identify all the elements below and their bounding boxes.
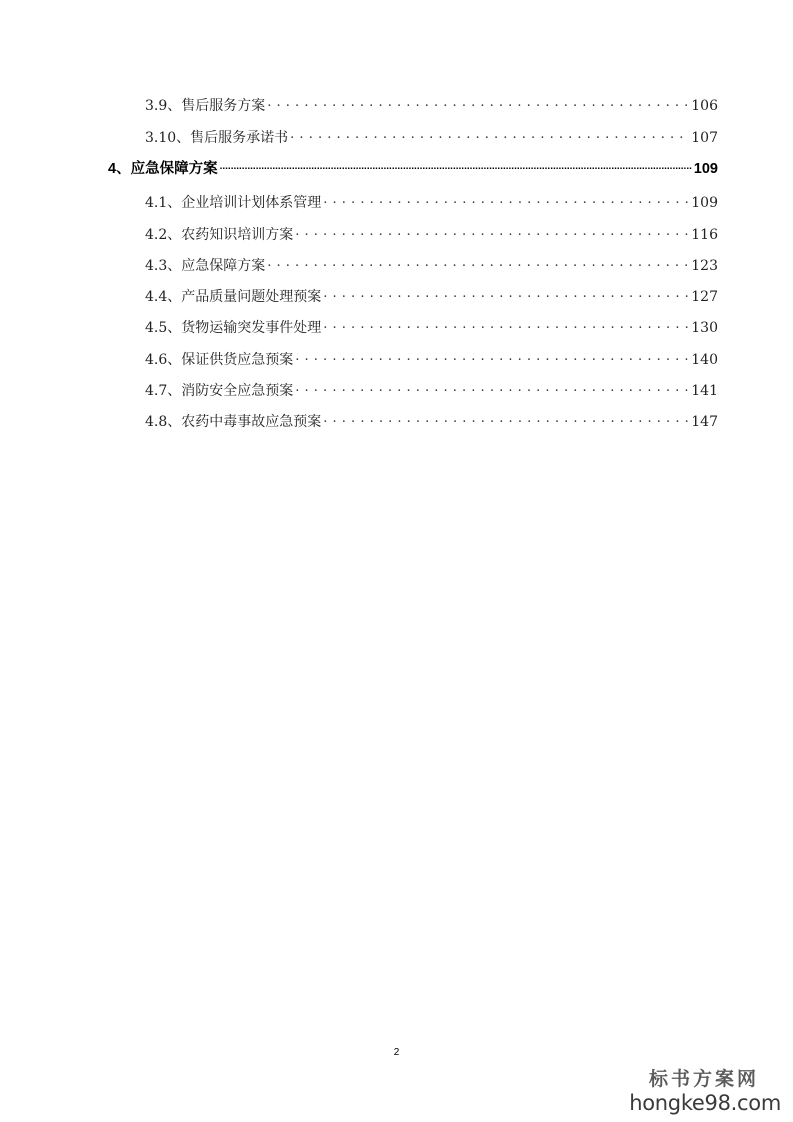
toc-entry-label: 3.10、售后服务承诺书 xyxy=(145,130,289,146)
toc-entry-label: 4.5、货物运输突发事件处理 xyxy=(145,320,322,336)
toc-entry-page: 123 xyxy=(691,258,718,274)
toc-entry-4-6[interactable] xyxy=(145,350,718,369)
toc-entry-4-1[interactable] xyxy=(145,193,718,212)
dot-leader xyxy=(267,256,689,270)
toc-entry-3-9[interactable] xyxy=(145,96,718,115)
toc-entry-4-5[interactable] xyxy=(145,318,718,337)
dot-leader xyxy=(295,381,689,395)
dot-leader xyxy=(295,225,689,239)
toc-entry-page: 130 xyxy=(691,320,718,336)
toc-entry-label: 4.1、企业培训计划体系管理 xyxy=(145,195,322,211)
dot-leader xyxy=(323,412,689,426)
toc-entry-4-8[interactable] xyxy=(145,412,718,431)
toc-entry-3-10[interactable] xyxy=(145,128,718,147)
toc-entry-page: 140 xyxy=(691,352,718,368)
toc-entry-label: 4.7、消防安全应急预案 xyxy=(145,383,294,399)
toc-entry-label: 3.9、售后服务方案 xyxy=(145,98,266,114)
toc-entry-label: 4.8、农药中毒事故应急预案 xyxy=(145,414,322,430)
toc-entry-label: 4、应急保障方案 xyxy=(108,161,218,177)
toc-entry-page: 127 xyxy=(691,289,718,305)
watermark-chinese-text: 标书方案网 xyxy=(648,1068,759,1090)
dot-leader xyxy=(290,128,689,142)
toc-entry-4-3[interactable] xyxy=(145,256,718,275)
dot-leader xyxy=(323,287,689,301)
dot-leader xyxy=(323,318,689,332)
page-number: 2 xyxy=(393,1047,400,1058)
toc-entry-page: 116 xyxy=(691,227,718,243)
toc-entry-page: 147 xyxy=(691,414,718,430)
watermark-site-text: hongke98.com xyxy=(629,1091,781,1115)
toc-entry-page: 109 xyxy=(691,195,718,211)
toc-entry-page: 107 xyxy=(691,130,718,146)
toc-entry-4-2[interactable] xyxy=(145,225,718,244)
toc-entry-label: 4.6、保证供货应急预案 xyxy=(145,352,294,368)
watermark-logo xyxy=(621,1068,781,1116)
dot-leader xyxy=(295,350,689,364)
toc-entry-page: 106 xyxy=(691,98,718,114)
toc-entry-4-4[interactable] xyxy=(145,287,718,306)
dot-leader xyxy=(267,96,689,110)
toc-entry-page: 141 xyxy=(691,383,718,399)
toc-entry-label: 4.2、农药知识培训方案 xyxy=(145,227,294,243)
toc-entry-page: 109 xyxy=(693,161,718,177)
toc-entry-label: 4.3、应急保障方案 xyxy=(145,258,266,274)
toc-entry-4-7[interactable] xyxy=(145,381,718,400)
dot-leader xyxy=(220,159,692,173)
toc-entry-label: 4.4、产品质量问题处理预案 xyxy=(145,289,322,305)
toc-entry-4[interactable] xyxy=(108,159,718,178)
dot-leader xyxy=(323,193,689,207)
